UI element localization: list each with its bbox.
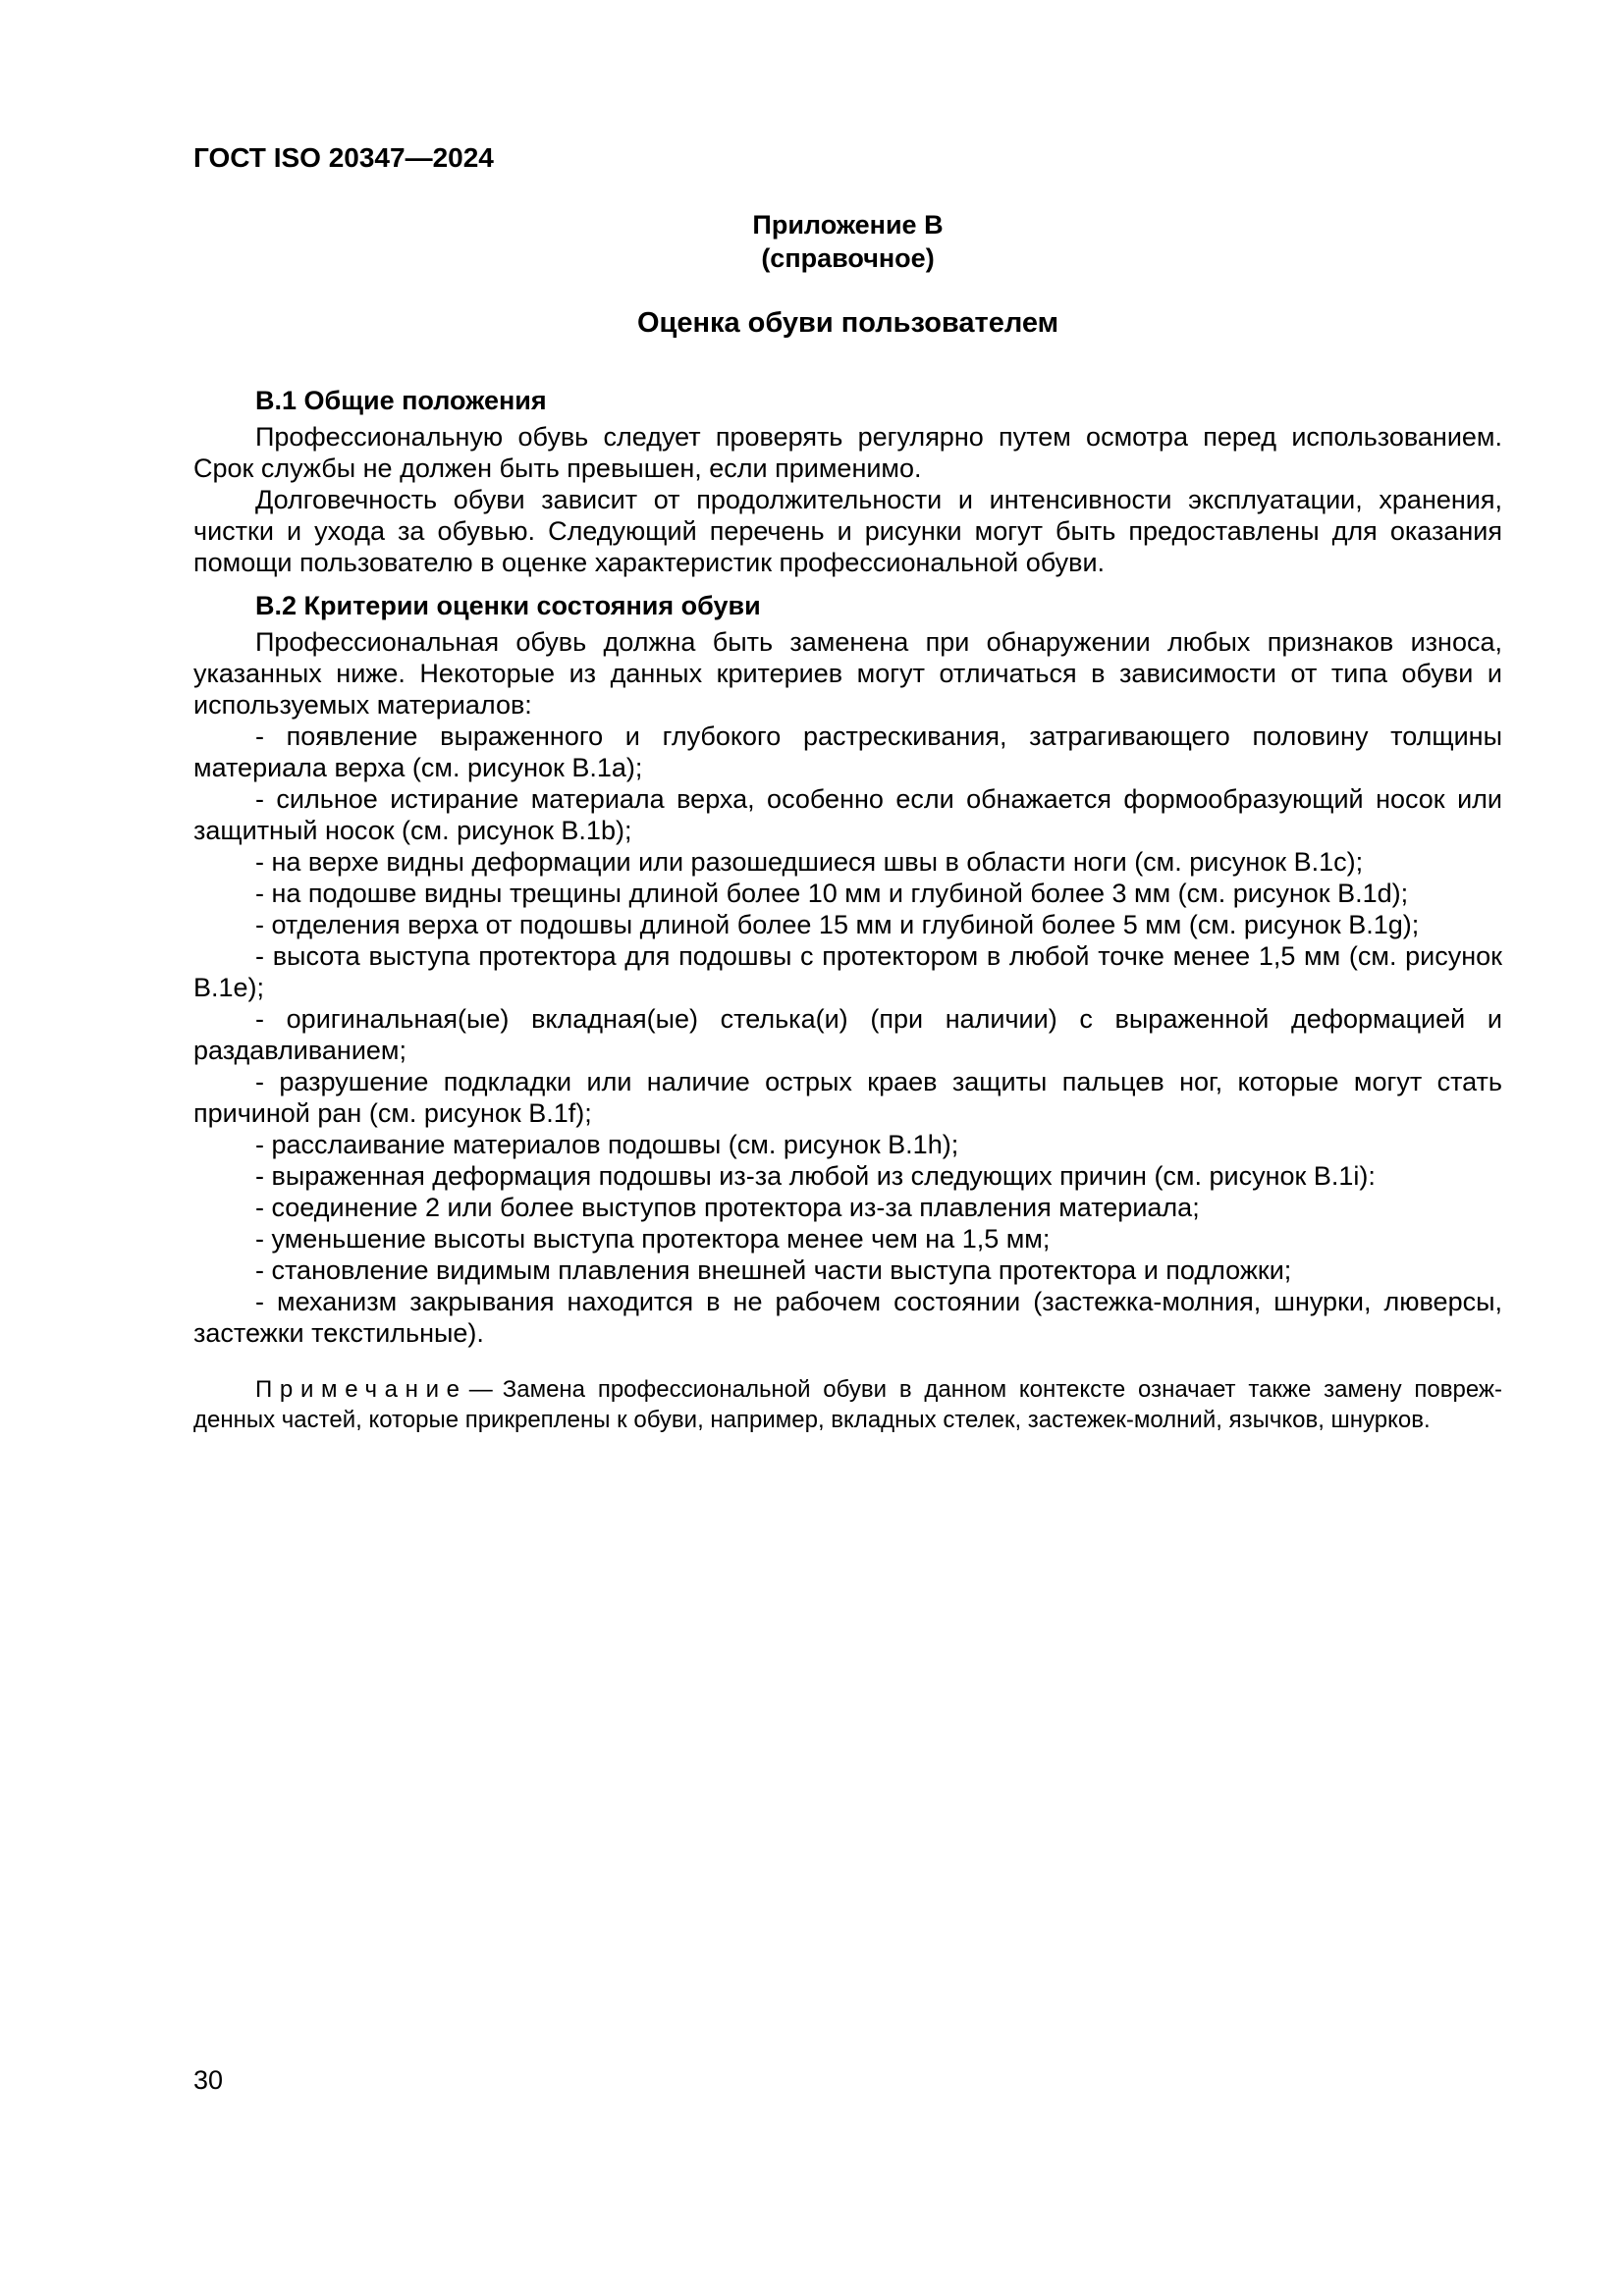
criteria-list-item: - оригинальная(ые) вкладная(ые) стелька(и) (при наличии) с выраженной деформацией и раздавливанием; [193, 1004, 1502, 1065]
criteria-list-item: - механизм закрывания находится в не рабочем состоянии (застежка-молния, шнурки, люверсы, застежки текстильные). [193, 1287, 1502, 1348]
page-number: 30 [193, 2065, 224, 2095]
note-label: Примечание [255, 1376, 467, 1403]
appendix-type: (справочное) [761, 243, 935, 273]
criteria-list-item: - отделения верха от подошвы длиной более 15 мм и глубиной более 5 мм (см. рисунок В.1g); [255, 910, 1420, 939]
criteria-list-item: - на верхе видны деформации или разошедшиеся швы в области ноги (см. рисунок В.1с); [255, 847, 1364, 877]
note-dash: — [468, 1376, 493, 1403]
criteria-list-item: - соединение 2 или более выступов протектора из-за плавления материала; [255, 1193, 1200, 1222]
criteria-list-item: - становление видимым плавления внешней части выступа протектора и подложки; [255, 1255, 1292, 1285]
appendix-title: Оценка обуви пользователем [636, 307, 1059, 339]
criteria-list-item: - разрушение подкладки или наличие острых краев защиты пальцев ног, которые могут стать причиной ран (см. рисунок В.1f); [193, 1067, 1502, 1128]
criteria-list-item: - расслаивание материалов подошвы (см. рисунок В.1h); [255, 1130, 959, 1159]
section-heading-b2: В.2 Критерии оценки состояния обуви [255, 591, 761, 620]
criteria-list-item: - появление выраженного и глубокого растрескивания, затрагивающего половину толщины материала верха (см. рисунок В.1а); [193, 721, 1502, 782]
criteria-list-item: - уменьшение высоты выступа протектора менее чем на 1,5 мм; [255, 1224, 1051, 1254]
paragraph-b1-2: Долговечность обуви зависит от продолжительности и интенсивности эксплуатации, хранения, чистки и ухода за обувью. Следующий перечень и рисунки могут быть предоставлены для оказания помощи пользователю в оценке характеристик профессиональной обуви. [193, 485, 1502, 577]
section-heading-b1: В.1 Общие положения [255, 386, 547, 415]
criteria-list-item: - выраженная деформация подошвы из-за любой из следующих причин (см. рисунок В.1i): [255, 1161, 1376, 1191]
criteria-list-item: - сильное истирание материала верха, особенно если обнажается формообразующий носок или защитный носок (см. рисунок В.1b); [193, 784, 1502, 845]
criteria-list-item: - на подошве видны трещины длиной более 10 мм и глубиной более 3 мм (см. рисунок В.1d); [255, 879, 1409, 908]
note [193, 1374, 1502, 1435]
criteria-list-item: - высота выступа протектора для подошвы с протектором в любой точке менее 1,5 мм (см. рисунок В.1е); [193, 941, 1502, 1002]
paragraph-b1-1: Профессиональную обувь следует проверять регулярно путем осмотра перед использованием. Срок службы не должен быть превышен, если применимо. [193, 422, 1502, 483]
paragraph-b2-intro: Профессиональная обувь должна быть заменена при обнаружении любых признаков износа, указанных ниже. Некоторые из данных критериев могут отличаться в зависимости от типа обуви и используемых материалов: [193, 627, 1502, 720]
appendix-label: Приложение В [752, 210, 944, 240]
note-text: Замена профессиональной обуви в данном контексте означает также замену поврежденных частей, которые прикреплены к обуви, например, вкладных стелек, застежек-молний, язычков, шнурков. [193, 1376, 1502, 1433]
document-header: ГОСТ ISO 20347—2024 [193, 142, 494, 173]
